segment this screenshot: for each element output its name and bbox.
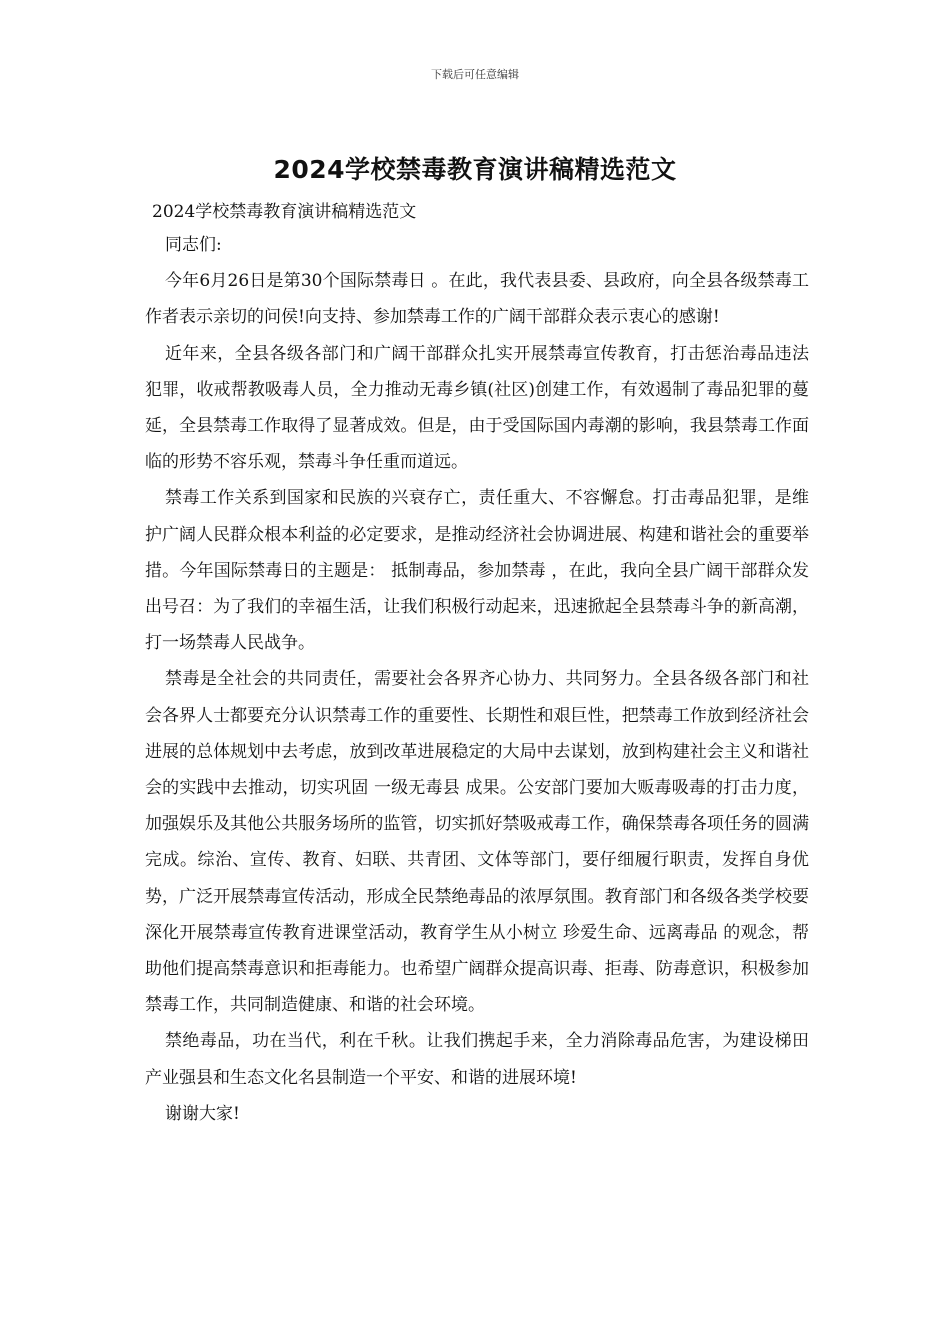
paragraph-1: 今年6月26日是第30个国际禁毒日 。在此，我代表县委、县政府，向全县各级禁毒工作者表示亲切的问侯!向支持、参加禁毒工作的广阔干部群众表示衷心的感谢! (145, 271, 809, 328)
document-body (145, 197, 809, 1132)
paragraph-2: 近年来，全县各级各部门和广阔干部群众扎实开展禁毒宣传教育，打击惩治毒品违法犯罪，收戒帮教吸毒人员，全力推动无毒乡镇(社区)创建工作，有效遏制了毒品犯罪的蔓延，全县禁毒工作取得了显著成效。但是，由于受国际国内毒潮的影响，我县禁毒工作面临的形势不容乐观，禁毒斗争任重而道远。 (145, 343, 809, 473)
document-subtitle: 2024学校禁毒教育演讲稿精选范文 (152, 202, 417, 222)
closing: 谢谢大家! (165, 1103, 240, 1124)
greeting: 同志们: (165, 235, 222, 255)
document-title: 2024学校禁毒教育演讲稿精选范文 (273, 155, 677, 184)
paragraph-5: 禁绝毒品，功在当代，利在千秋。让我们携起手来，全力消除毒品危害，为建设梯田产业强县和生态文化名县制造一个平安、和谐的进展环境! (145, 1031, 809, 1088)
header-note: 下载后可任意编辑 (431, 68, 519, 81)
paragraph-4: 禁毒是全社会的共同责任，需要社会各界齐心协力、共同努力。全县各级各部门和社会各界人士都要充分认识禁毒工作的重要性、长期性和艰巨性，把禁毒工作放到经济社会进展的总体规划中去考虑，放到改革进展稳定的大局中去谋划，放到构建社会主义和谐社会的实践中去推动，切实巩固 一级无毒县 成果。公安部门要加大贩毒吸毒的打击力度，加强娱乐及其他公共服务场所的监管，切实抓好禁吸戒毒工作，确保禁毒各项任务的圆满完成。综治、宣传、教育、妇联、共青团、文体等部门，要仔细履行职责，发挥自身优势，广泛开展禁毒宣传活动，形成全民禁绝毒品的浓厚氛围。教育部门和各级各类学校要深化开展禁毒宣传教育进课堂活动，教育学生从小树立 珍爱生命、远离毒品 的观念，帮助他们提高禁毒意识和拒毒能力。也希望广阔群众提高识毒、拒毒、防毒意识，积极参加禁毒工作，共同制造健康、和谐的社会环境。 (145, 669, 809, 1016)
paragraph-3: 禁毒工作关系到国家和民族的兴衰存亡，责任重大、不容懈怠。打击毒品犯罪，是维护广阔人民群众根本利益的必定要求，是推动经济社会协调进展、构建和谐社会的重要举措。今年国际禁毒日的主题是： 抵制毒品，参加禁毒 ，在此，我向全县广阔干部群众发出号召：为了我们的幸福生活，让我们积极行动起来，迅速掀起全县禁毒斗争的新高潮，打一场禁毒人民战争。 (145, 488, 809, 654)
